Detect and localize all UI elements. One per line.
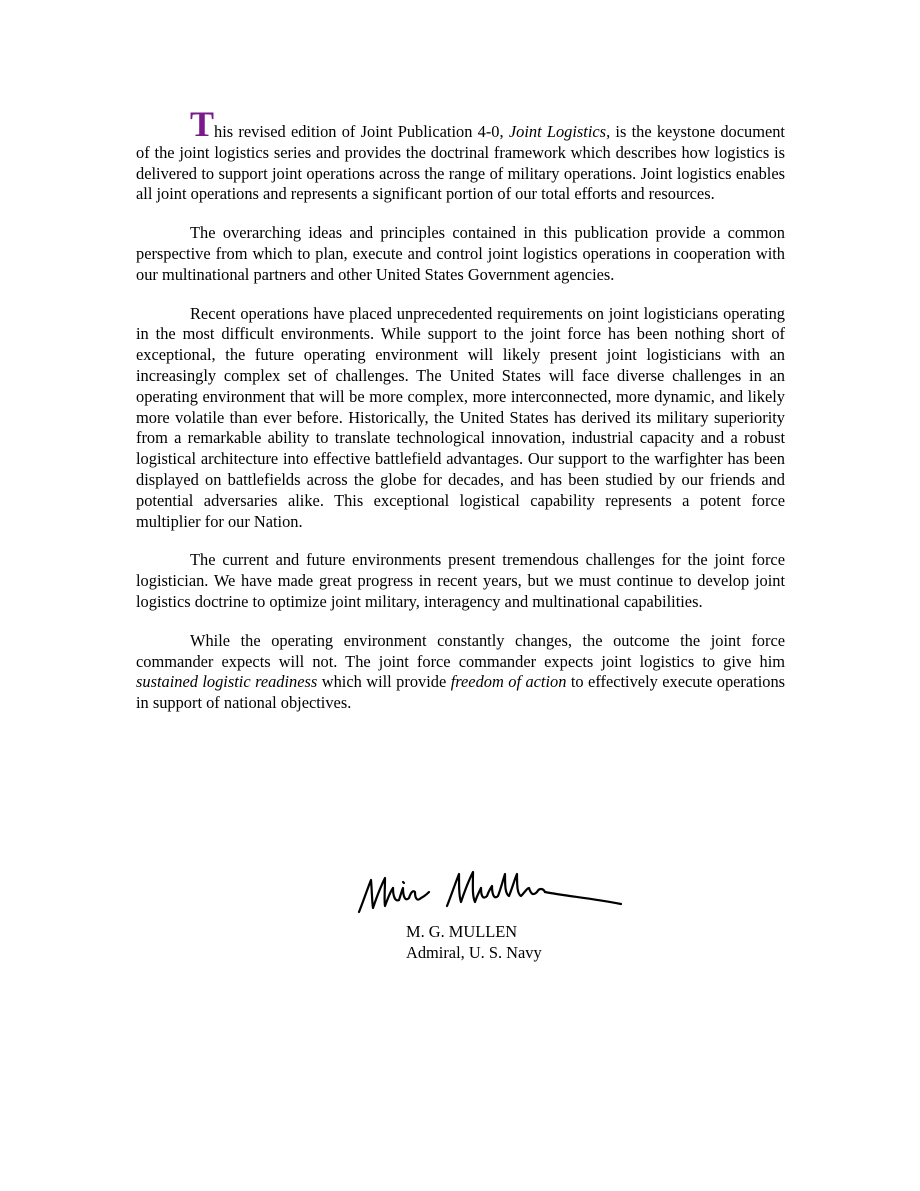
paragraph-1 <box>136 104 785 205</box>
paragraph-1-text-c: , is the keystone document of the joint logistics series and provides the doctrinal framework which describes how logistics is delivered to support joint operations across the range of military operations. Joint logistics enables all joint operations and represents a significant portion of our total efforts and resources. <box>136 122 785 204</box>
paragraph-1-text-a: his revised edition of Joint Publication 4-0, <box>214 122 509 141</box>
signatory-title: Admiral, U. S. Navy <box>406 943 542 962</box>
paragraph-5 <box>136 631 785 714</box>
paragraph-5-text-e: to effectively execute operations in support of national objectives. <box>136 672 786 713</box>
paragraph-4: The current and future environments present tremendous challenges for the joint force logistician. We have made great progress in recent years, but we must continue to develop joint logistics doctrine to optimize joint military, interagency and multinational capabilities. <box>136 550 785 611</box>
drop-cap-letter: T <box>190 104 215 144</box>
emphasis-sustained-logistic-readiness: sustained logistic readiness <box>136 672 318 692</box>
paragraph-2: The overarching ideas and principles contained in this publication provide a common perspective from which to plan, execute and control joint logistics operations in cooperation with our multinational partners and other United States Government agencies. <box>136 223 785 284</box>
signatory <box>406 921 542 963</box>
publication-title: Joint Logistics <box>508 122 607 141</box>
paragraph-5-text-a: While the operating environment constantly changes, the outcome the joint force commander expects will not. The joint force commander expects joint logistics to give him <box>136 630 785 671</box>
paragraph-3: Recent operations have placed unprecedented requirements on joint logisticians operating in the most difficult environments. While support to the joint force has been nothing short of exceptional, the future operating environment will likely present joint logisticians with an increasingly complex set of challenges. The United States will face diverse challenges in an operating environment that will be more complex, more interconnected, more dynamic, and likely more volatile than ever before. Historically, the United States has derived its military superiority from a remarkable ability to translate technological innovation, industrial capacity and a robust logistical architecture into effective battlefield advantages. Our support to the warfighter has been displayed on battlefields across the globe for decades, and has been studied by our friends and potential adversaries alike. This exceptional logistical capability represents a potent force multiplier for our Nation. <box>136 303 785 531</box>
signatory-name: M. G. MULLEN <box>406 922 518 941</box>
emphasis-freedom-of-action: freedom of action <box>450 672 567 692</box>
paragraph-5-text-c: which will provide <box>317 672 451 692</box>
handwritten-signature <box>355 862 625 918</box>
signature-block <box>355 862 635 918</box>
letter-body <box>136 104 786 732</box>
